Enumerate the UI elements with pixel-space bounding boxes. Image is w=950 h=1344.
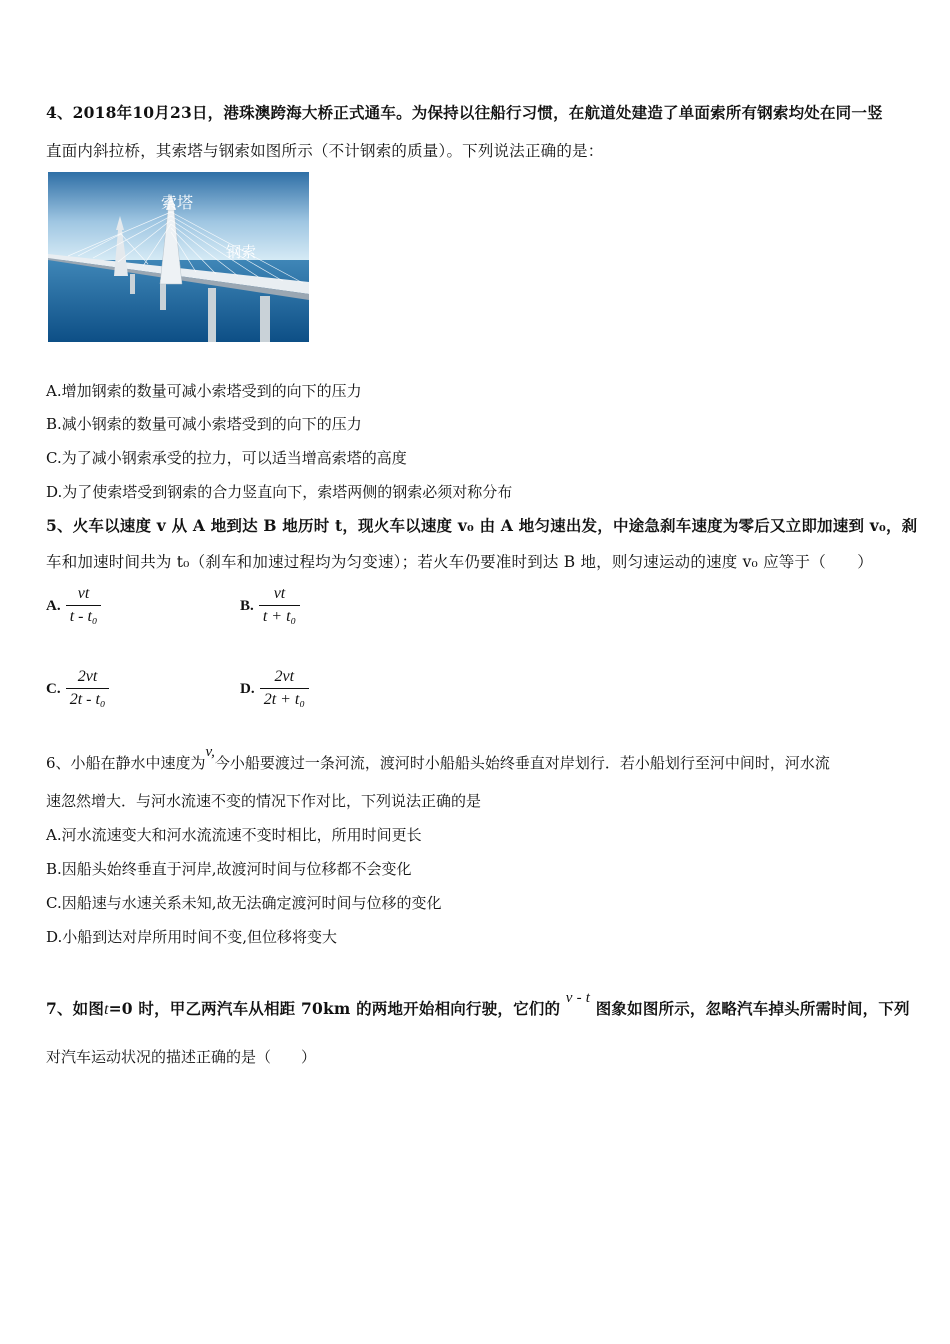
q5-option-d — [240, 668, 309, 709]
q5-option-c-denominator: 2t - t₀ — [69, 691, 106, 708]
q5-option-b-denominator: t + t₀ — [262, 608, 297, 625]
q4-option-a: A.增加钢索的数量可减小索塔受到的向下的压力 — [46, 382, 362, 400]
q7-stem-part-b: =0 时，甲乙两汽车从相距 70km 的两地开始相向行驶，它们的 — [108, 999, 561, 1018]
q5-option-b-mark: B. — [240, 598, 254, 614]
q5-option-c — [46, 668, 109, 709]
cable-label: 钢索 — [226, 243, 257, 261]
q7-vt-graph-label: v - t — [565, 990, 591, 1006]
q5-option-a-mark: A. — [46, 598, 61, 614]
q7-stem-line1 — [46, 990, 910, 1019]
q6-option-a: A.河水流速变大和河水流流速不变时相比，所用时间更长 — [46, 826, 422, 844]
bridge-photo — [48, 172, 309, 342]
q6-speed-variable: v, — [205, 744, 215, 760]
q5-option-a-fraction — [66, 585, 102, 626]
q5-option-d-fraction — [260, 668, 309, 709]
q7-stem-line2: 对汽车运动状况的描述正确的是（ ） — [46, 1048, 317, 1066]
q4-option-b: B.减小钢索的数量可减小索塔受到的向下的压力 — [46, 415, 362, 433]
tower-label: 索塔 — [161, 193, 194, 212]
q5-option-d-mark: D. — [240, 681, 255, 697]
q5-option-b — [240, 585, 300, 626]
q6-option-d: D.小船到达对岸所用时间不变,但位移将变大 — [46, 928, 338, 946]
q5-stem-line2: 车和加速时间共为 t₀（刹车和加速过程均为匀变速）；若火车仍要准时到达 B 地，则匀速运动的速度 v₀ 应等于（ ） — [46, 553, 873, 571]
q7-stem-part-a: 7、如图 — [46, 999, 105, 1018]
q6-option-b: B.因船头始终垂直于河岸,故渡河时间与位移都不会变化 — [46, 860, 412, 878]
q5-option-d-denominator: 2t + t₀ — [263, 691, 305, 708]
q7-stem-part-c: 图象如图所示，忽略汽车掉头所需时间，下列 — [595, 999, 910, 1018]
q5-option-a-numerator: vt — [66, 585, 102, 606]
q5-option-c-fraction — [66, 668, 110, 709]
q5-option-c-numerator: 2vt — [66, 668, 110, 689]
q6-stem-line1 — [46, 744, 830, 773]
q5-option-c-mark: C. — [46, 681, 61, 697]
q6-stem-part-b: 今小船要渡过一条河流，渡河时小船船头始终垂直对岸划行．若小船划行至河中间时，河水流 — [214, 754, 830, 772]
q5-stem-line1: 5、火车以速度 v 从 A 地到达 B 地历时 t，现火车以速度 v₀ 由 A 地匀速出发，中途急刹车速度为零后又立即加速到 v₀，刹 — [46, 516, 918, 535]
q6-stem-line2: 速忽然增大．与河水流速不变的情况下作对比，下列说法正确的是 — [46, 792, 482, 810]
q4-stem-line2: 直面内斜拉桥，其索塔与钢索如图所示（不计钢索的质量）。下列说法正确的是： — [46, 142, 604, 160]
q5-option-d-numerator: 2vt — [260, 668, 309, 689]
q4-stem-line1: 4、2018年10月23日，港珠澳跨海大桥正式通车。为保持以往船行习惯，在航道处建造了单面索所有钢索均处在同一竖 — [46, 103, 883, 122]
q6-stem-part-a: 6、小船在静水中速度为 — [46, 754, 206, 772]
q4-option-c: C.为了减小钢索承受的拉力，可以适当增高索塔的高度 — [46, 449, 407, 467]
q5-option-a — [46, 585, 101, 626]
q5-option-b-numerator: vt — [259, 585, 300, 606]
q5-option-a-denominator: t - t₀ — [69, 608, 98, 625]
q6-option-c: C.因船速与水速关系未知,故无法确定渡河时间与位移的变化 — [46, 894, 442, 912]
q5-option-b-fraction — [259, 585, 300, 626]
q7-time-variable: t — [104, 1001, 109, 1018]
q4-option-d: D.为了使索塔受到钢索的合力竖直向下，索塔两侧的钢索必须对称分布 — [46, 483, 513, 501]
